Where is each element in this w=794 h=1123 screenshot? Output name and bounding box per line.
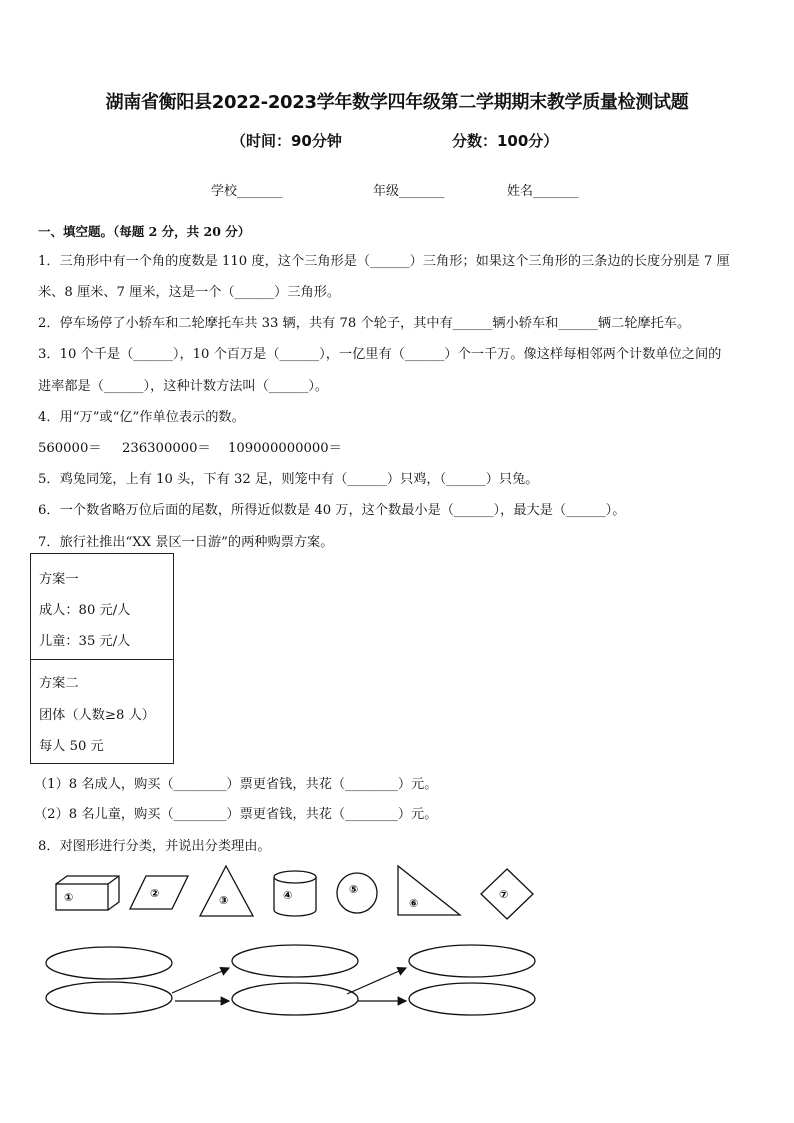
question-7-part-2: （2）8 名儿童，购买（________）票更省钱，共花（________）元。 xyxy=(34,807,438,822)
plan-1-title: 方案一 xyxy=(39,572,79,587)
plan-2-title: 方案二 xyxy=(39,676,79,691)
question-4: 4．用“万”或“亿”作单位表示的数。 xyxy=(38,410,245,425)
plan-1-child-price: 儿童：35 元/人 xyxy=(39,634,131,649)
question-4-number-1: 560000＝ xyxy=(38,441,102,456)
question-3-line-1: 3．10 个千是（______），10 个百万是（______），一亿里有（______）个一千万。像这样每相邻两个计数单位之间的 xyxy=(38,347,722,362)
shape-label-4: ④ xyxy=(283,889,293,902)
question-4-number-3: 109000000000＝ xyxy=(228,441,342,456)
arrow-3 xyxy=(347,968,406,994)
shape-label-7: ⑦ xyxy=(499,888,509,901)
shape-label-1: ① xyxy=(64,891,74,904)
exam-score: 分数：100分） xyxy=(452,132,559,150)
shape-label-5: ⑤ xyxy=(349,883,359,896)
answer-ellipse-5[interactable] xyxy=(409,945,535,977)
question-6: 6．一个数省略万位后面的尾数，所得近似数是 40 万，这个数最小是（______），最大是（______）。 xyxy=(38,503,626,518)
answer-ellipse-1[interactable] xyxy=(46,947,172,979)
question-1-line-2: 米、8 厘米、7 厘米，这是一个（______）三角形。 xyxy=(38,285,341,300)
question-3-line-2: 进率都是（______），这种计数方法叫（______）。 xyxy=(38,379,329,394)
grade-field[interactable]: 年级_______ xyxy=(373,184,445,199)
shape-label-6: ⑥ xyxy=(409,897,419,910)
cylinder-shape xyxy=(274,871,316,916)
question-4-number-2: 236300000＝ xyxy=(122,441,211,456)
arrow-1 xyxy=(172,968,229,993)
plan-1-adult-price: 成人：80 元/人 xyxy=(39,603,131,618)
question-5: 5．鸡兔同笼，上有 10 头，下有 32 足，则笼中有（______）只鸡，（______）只兔。 xyxy=(38,472,539,487)
answer-ellipse-6[interactable] xyxy=(409,983,535,1015)
shape-label-3: ③ xyxy=(219,894,229,907)
question-7-part-1: （1）8 名成人，购买（________）票更省钱，共花（________）元。 xyxy=(34,777,438,792)
answer-ellipse-3[interactable] xyxy=(232,945,358,977)
page-title: 湖南省衡阳县2022-2023学年数学四年级第二学期期末教学质量检测试题 xyxy=(105,92,689,113)
plan-2-group: 团体（人数≥8 人） xyxy=(39,708,155,723)
question-2: 2．停车场停了小轿车和二轮摩托车共 33 辆，共有 78 个轮子，其中有______辆小轿车和______辆二轮摩托车。 xyxy=(38,316,691,331)
question-8: 8．对图形进行分类，并说出分类理由。 xyxy=(38,839,271,854)
plan-2-price: 每人 50 元 xyxy=(39,739,104,754)
question-7: 7．旅行社推出“XX 景区一日游”的两种购票方案。 xyxy=(38,535,334,550)
name-field[interactable]: 姓名_______ xyxy=(507,184,579,199)
section-heading: 一、填空题。（每题 2 分，共 20 分） xyxy=(38,224,251,239)
answer-ellipse-2[interactable] xyxy=(46,982,172,1014)
question-1-line-1: 1．三角形中有一个角的度数是 110 度，这个三角形是（______）三角形；如果这个三角形的三条边的长度分别是 7 厘 xyxy=(38,254,730,269)
exam-time: （时间：90分钟 xyxy=(231,132,342,150)
shape-label-2: ② xyxy=(150,887,160,900)
answer-ellipse-4[interactable] xyxy=(232,983,358,1015)
right-triangle-shape xyxy=(398,866,460,915)
triangle-shape xyxy=(200,866,253,916)
school-field[interactable]: 学校_______ xyxy=(211,184,283,199)
